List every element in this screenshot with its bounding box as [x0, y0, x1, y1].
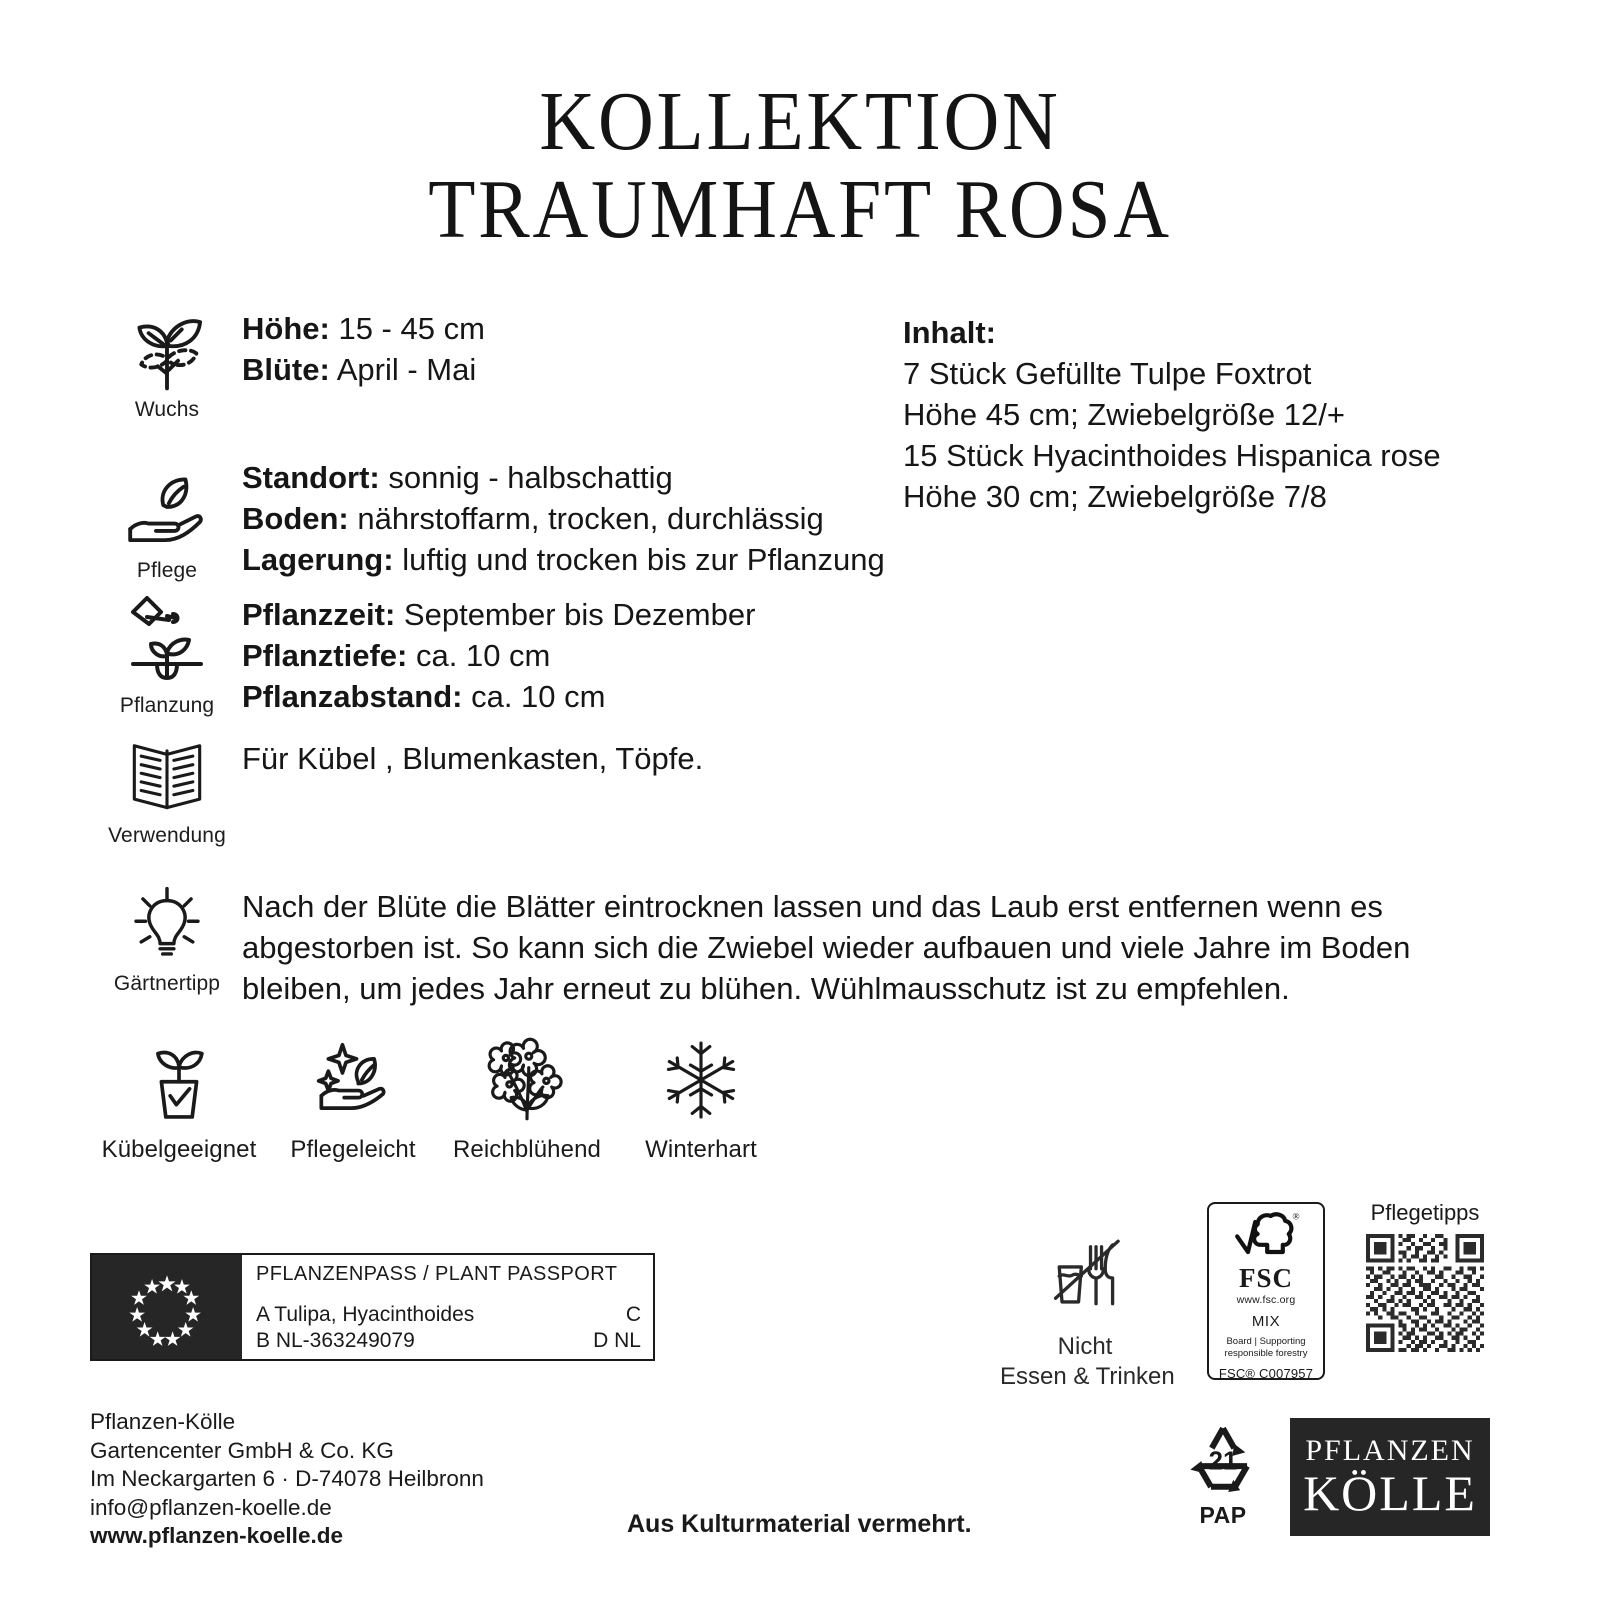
info-label: Standort:: [242, 460, 380, 495]
text-column: [242, 872, 1472, 1009]
info-value: luftig und trocken bis zur Pflanzung: [402, 542, 885, 577]
info-value: Für Kübel , Blumenkasten, Töpfe.: [242, 741, 704, 776]
info-label: Pflanzzeit:: [242, 597, 396, 632]
info-line: [242, 539, 885, 580]
pap-label: PAP: [1199, 1502, 1247, 1528]
section-caption: Wuchs: [134, 398, 200, 421]
pap-number: 21: [1208, 1447, 1238, 1476]
address-website[interactable]: www.pflanzen-koelle.de: [90, 1523, 343, 1548]
feature-reichbluehend: [440, 1036, 614, 1164]
contents-heading-text: Inhalt:: [903, 315, 996, 350]
info-line: [242, 498, 885, 539]
recycling-pap-block: [1168, 1418, 1278, 1529]
open-book-icon: [124, 732, 210, 818]
feature-pflegeleicht: [266, 1036, 440, 1164]
info-line: [242, 349, 485, 390]
section-caption: Verwendung: [108, 824, 226, 847]
passport-title: PFLANZENPASS / PLANT PASSPORT: [256, 1263, 618, 1285]
no-eating-label-line2: Essen & Trinken: [1000, 1363, 1175, 1390]
passport-row-left: A Tulipa, Hyacinthoides: [256, 1303, 475, 1326]
plant-growth-icon: [121, 300, 213, 392]
contents-line: Höhe 45 cm; Zwiebelgröße 12/+: [903, 397, 1345, 432]
page-title: [0, 75, 1600, 257]
text-column: [242, 455, 885, 580]
info-line: [242, 308, 485, 349]
icon-column: [92, 461, 242, 583]
qr-label: Pflegetipps: [1370, 1200, 1480, 1225]
brand-line-2: KÖLLE: [1303, 1465, 1477, 1521]
brand-line-1: PFLANZEN: [1305, 1434, 1475, 1467]
address-line: Pflanzen-Kölle: [90, 1409, 236, 1434]
info-value: April - Mai: [336, 352, 477, 387]
icon-column: [92, 880, 242, 996]
info-value: nährstoffarm, trocken, durchlässig: [357, 501, 824, 536]
info-label: Pflanzabstand:: [242, 679, 463, 714]
contents-line: Höhe 30 cm; Zwiebelgröße 7/8: [903, 479, 1327, 514]
info-value: 15 - 45 cm: [338, 311, 485, 346]
passport-row-right: C: [625, 1303, 641, 1326]
info-value: sonnig - halbschattig: [388, 460, 673, 495]
no-eating-drinking-block: [1000, 1232, 1175, 1392]
fsc-tree-checkmark-icon: [1230, 1210, 1302, 1264]
text-column: [242, 728, 703, 779]
feature-winterhart: [614, 1036, 788, 1164]
icon-column: [92, 588, 242, 718]
feature-label: Reichblühend: [453, 1136, 601, 1163]
info-value: September bis Dezember: [403, 597, 756, 632]
title-line-2: TRAUMHAFT ROSA: [428, 163, 1172, 257]
feature-label: Kübelgeeignet: [101, 1136, 257, 1163]
fsc-url: www.fsc.org: [1236, 1294, 1296, 1306]
contents-line: 15 Stück Hyacinthoides Hispanica rose: [903, 438, 1441, 473]
contents-heading: [903, 312, 1441, 353]
info-line: [242, 594, 755, 635]
info-line: [242, 676, 755, 717]
brand-logo: [1290, 1418, 1490, 1536]
info-section-wuchs: [92, 300, 485, 422]
feature-kuebelgeeignet: [92, 1036, 266, 1164]
lightbulb-icon: [121, 880, 213, 966]
address-line: Im Neckargarten 6 · D-74078 Heilbronn: [90, 1466, 484, 1491]
propagation-claim: Aus Kulturmaterial vermehrt.: [627, 1510, 972, 1538]
contents-block: [903, 312, 1441, 517]
text-column: [242, 300, 485, 390]
icon-column: [92, 300, 242, 422]
fsc-license-code: FSC® C007957: [1218, 1366, 1314, 1381]
section-caption: Pflege: [136, 559, 198, 582]
passport-row-a: [256, 1303, 641, 1327]
section-caption: Pflanzung: [119, 694, 215, 717]
plant-passport: [90, 1253, 655, 1361]
info-line: [242, 635, 755, 676]
sparkle-leaf-hand-icon: [309, 1036, 397, 1124]
qr-code-icon[interactable]: [1366, 1234, 1484, 1352]
info-section-pflanzung: [92, 588, 755, 718]
fsc-description-line2: responsible forestry: [1224, 1347, 1308, 1359]
info-section-verwendung: [92, 728, 703, 848]
gardener-tip-section: [92, 872, 1492, 1009]
title-line-1: KOLLEKTION: [539, 75, 1061, 168]
fsc-description: [1225, 1336, 1308, 1359]
watering-can-seedling-icon: [117, 588, 217, 688]
info-label: Höhe:: [242, 311, 330, 346]
info-value: ca. 10 cm: [471, 679, 606, 714]
care-tips-qr-block[interactable]: [1360, 1200, 1490, 1352]
company-address: [90, 1408, 484, 1551]
eu-flag-icon: [92, 1255, 242, 1359]
info-line: [242, 457, 885, 498]
info-value: ca. 10 cm: [415, 638, 551, 673]
feature-label: Winterhart: [645, 1136, 757, 1163]
info-label: Lagerung:: [242, 542, 394, 577]
recycling-triangle-icon: [1177, 1418, 1269, 1504]
svg-text:®: ®: [1292, 1211, 1300, 1223]
leaf-in-hand-icon: [121, 461, 213, 553]
fsc-wordmark: FSC: [1238, 1263, 1293, 1293]
icon-column: [92, 732, 242, 848]
potted-plant-check-icon: [135, 1036, 223, 1124]
fsc-certification-label: [1207, 1202, 1325, 1380]
info-label: Blüte:: [242, 352, 330, 387]
gardener-tip-text: Nach der Blüte die Blätter eintrocknen lassen und das Laub erst entfernen wenn es abgestorben ist. So kann sich die Zwiebel wieder aufbauen und viele Jahre im Boden bleiben, um jedes Jahr erneut zu blühen. Wühlmausschutz ist zu empfehlen.: [242, 889, 1411, 1006]
no-eating-drinking-icon: [1037, 1232, 1133, 1324]
fsc-description-line1: Board | Supporting: [1226, 1336, 1306, 1347]
fsc-mix-label: MIX: [1251, 1313, 1281, 1330]
info-label: Pflanztiefe:: [242, 638, 408, 673]
passport-row-left: B NL-363249079: [256, 1329, 415, 1352]
address-email: info@pflanzen-koelle.de: [90, 1494, 332, 1520]
section-caption: Gärtnertipp: [113, 972, 221, 995]
info-section-pflege: [92, 455, 885, 583]
flowers-bunch-icon: [483, 1036, 571, 1124]
passport-text-block: [242, 1255, 653, 1359]
no-eating-label-line1: Nicht: [1057, 1333, 1113, 1360]
passport-row-b: [256, 1329, 641, 1353]
info-label: Boden:: [242, 501, 349, 536]
feature-label: Pflegeleicht: [290, 1136, 416, 1163]
passport-row-right: D NL: [593, 1329, 641, 1352]
address-line: Gartencenter GmbH & Co. KG: [90, 1437, 394, 1463]
contents-line: 7 Stück Gefüllte Tulpe Foxtrot: [903, 356, 1312, 391]
feature-icon-strip: [92, 1036, 788, 1164]
text-column: [242, 588, 755, 717]
snowflake-icon: [657, 1036, 745, 1124]
